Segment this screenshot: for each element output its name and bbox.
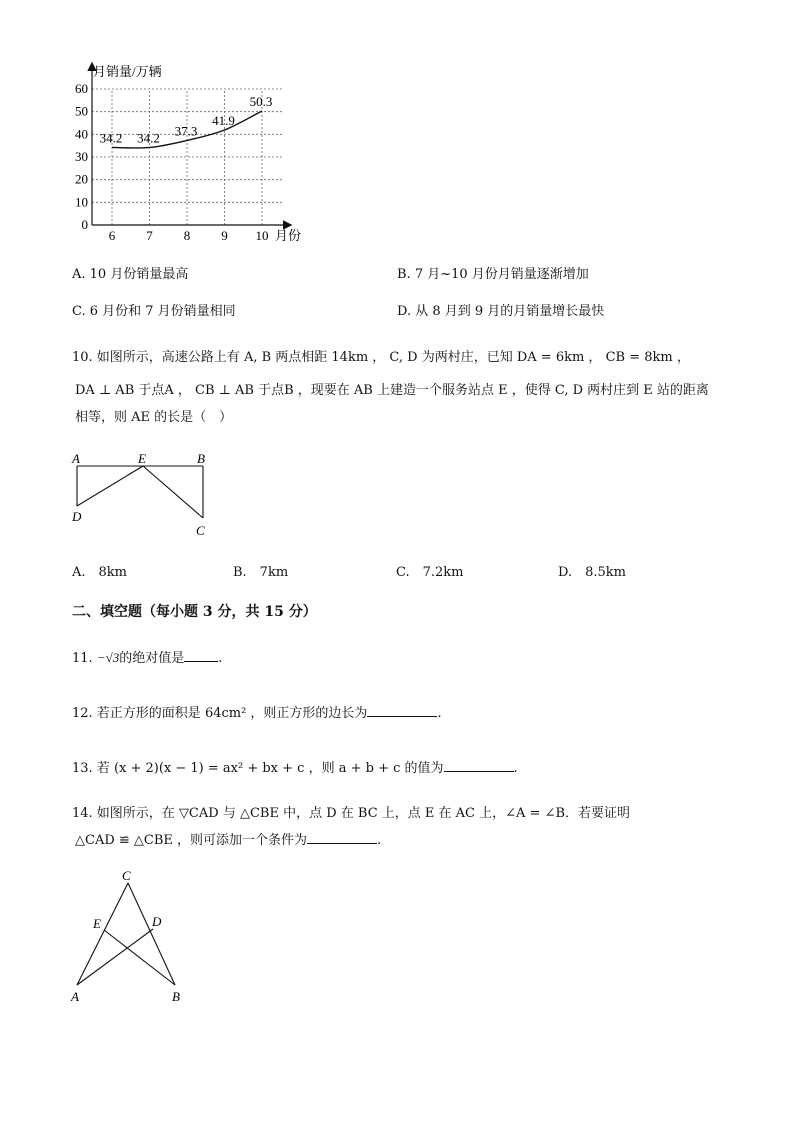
x-tick-label: 10 — [255, 228, 269, 243]
q10-figure — [66, 448, 226, 540]
point-a-label: A — [71, 989, 79, 1004]
data-label: 34.2 — [99, 130, 123, 146]
sales-line-chart — [60, 58, 320, 248]
q11 — [72, 649, 222, 668]
q10-option-a[interactable]: A. 8km — [72, 565, 127, 580]
q10-option-b[interactable]: B. 7km — [233, 565, 289, 580]
section-heading: 二、填空题（每小题 3 分，共 15 分） — [72, 604, 317, 620]
q9-option-d[interactable]: D. 从 8 月到 9 月的月销量增长最快 — [397, 304, 605, 319]
q11-number: 11. — [72, 651, 93, 666]
q11-end: . — [218, 651, 223, 666]
point-c-label: C — [122, 868, 131, 883]
x-tick-label: 8 — [183, 228, 191, 243]
y-tick-label: 40 — [75, 126, 88, 142]
segment-ed — [77, 466, 143, 506]
q12 — [72, 704, 442, 723]
q14-figure — [66, 862, 196, 1010]
q14-answer-blank[interactable] — [307, 831, 377, 844]
y-tick-label: 50 — [75, 103, 88, 119]
data-label: 37.3 — [174, 123, 198, 139]
point-e-label: E — [93, 916, 101, 931]
q14-end: . — [377, 833, 382, 848]
q13-text: 13. 若 (x + 2)(x − 1) = ax² + bx + c ，则 a + b + c 的值为 — [72, 761, 444, 776]
q13-end: . — [513, 761, 518, 776]
q14-stem-line1: 14. 如图所示，在 ▽CAD 与 △CBE 中，点 D 在 BC 上，点 E 在 AC 上，∠A = ∠B．若要证明 — [72, 806, 631, 821]
data-label: 34.2 — [137, 130, 160, 146]
q10-stem-line1: 10. 如图所示，高速公路上有 A, B 两点相距 14km ， C, D 为两村庄，已知 DA = 6km ， CB = 8km ， — [72, 350, 690, 365]
point-e-label: E — [138, 451, 146, 466]
q10-stem-line2: DA ⊥ AB 于点A ， CB ⊥ AB 于点B ，现要在 AB 上建造一个服务站点 E ，使得 C, D 两村庄到 E 站的距离 — [75, 383, 709, 398]
q14-line2-text: △CAD ≌ △CBE ，则可添加一个条件为 — [75, 833, 308, 848]
x-tick-label: 6 — [108, 228, 116, 243]
q12-end: . — [437, 706, 442, 721]
segment-ec — [143, 466, 203, 518]
q13-answer-blank[interactable] — [444, 759, 514, 772]
y-tick-label: 10 — [75, 194, 88, 210]
segment-ad — [77, 929, 153, 985]
q11-answer-blank[interactable] — [184, 649, 218, 662]
q11-text: 的绝对值是 — [119, 651, 185, 666]
point-b-label: B — [197, 451, 205, 466]
point-b-label: B — [172, 989, 180, 1004]
data-label: 50.3 — [249, 93, 273, 109]
q14-stem-line2 — [75, 831, 381, 850]
q9-option-c[interactable]: C. 6 月份和 7 月份销量相同 — [72, 304, 236, 319]
data-label: 41.9 — [212, 113, 235, 129]
y-tick-label: 0 — [81, 217, 88, 232]
q12-answer-blank[interactable] — [367, 704, 437, 717]
q9-option-b[interactable]: B. 7 月~10 月份月销量逐渐增加 — [397, 267, 589, 282]
q10-stem-line3: 相等，则 AE 的长是（ ） — [75, 410, 233, 425]
segment-ca — [77, 883, 128, 985]
y-tick-label: 20 — [75, 171, 88, 187]
x-tick-label: 7 — [146, 228, 153, 243]
point-d-label: D — [152, 914, 162, 929]
point-a-label: A — [72, 451, 80, 466]
point-d-label: D — [72, 509, 82, 524]
y-tick-label: 30 — [75, 149, 88, 164]
q10-option-d[interactable]: D. 8.5km — [558, 565, 626, 580]
q10-option-c[interactable]: C. 7.2km — [396, 565, 464, 580]
y-tick-label: 60 — [75, 81, 88, 96]
x-tick-label: 9 — [221, 228, 228, 243]
q13 — [72, 759, 518, 778]
y-axis-label: 月销量/万辆 — [93, 64, 162, 79]
point-c-label: C — [196, 523, 205, 538]
q11-expression: −√3 — [96, 650, 120, 665]
segment-cb — [128, 883, 175, 985]
q9-option-a[interactable]: A. 10 月份销量最高 — [72, 267, 189, 282]
chart-grid — [92, 89, 282, 225]
q12-text: 12. 若正方形的面积是 64cm² ，则正方形的边长为 — [72, 706, 368, 721]
x-axis-label: 月份 — [275, 228, 302, 243]
